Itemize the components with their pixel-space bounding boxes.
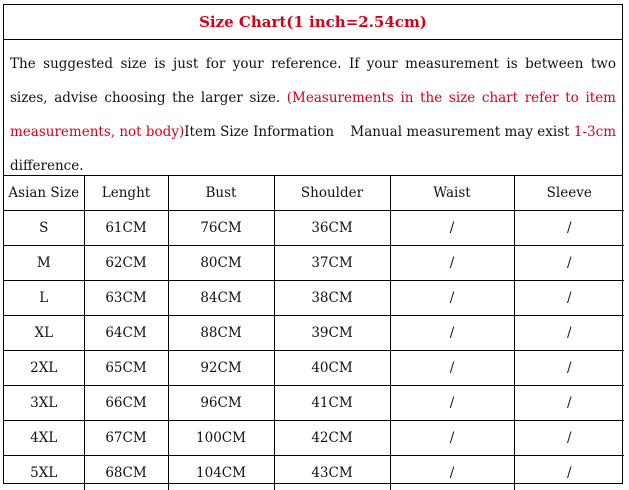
table-row: [4, 386, 624, 421]
note-measurement-warning: (Measurements in the size chart refer to item measurements, not body): [10, 90, 616, 140]
header-sleeve: Sleeve: [514, 176, 624, 211]
cell-bust: 88CM: [168, 316, 274, 351]
cell-bust: 92CM: [168, 351, 274, 386]
cell-waist: /: [390, 316, 514, 351]
cell-sleeve: /: [514, 421, 624, 456]
cell-sleeve: /: [514, 281, 624, 316]
cell-size: 2XL: [4, 351, 84, 386]
header-waist: Waist: [390, 176, 514, 211]
cell-shoulder: 37CM: [274, 246, 390, 281]
cell-sleeve: /: [514, 211, 624, 246]
table-row: [4, 456, 624, 490]
table-body: [4, 211, 624, 490]
cell-shoulder: 42CM: [274, 421, 390, 456]
size-chart: [3, 4, 623, 484]
cell-bust: 84CM: [168, 281, 274, 316]
cell-sleeve: /: [514, 316, 624, 351]
header-shoulder: Shoulder: [274, 176, 390, 211]
note-difference: difference.: [10, 158, 84, 174]
cell-size: L: [4, 281, 84, 316]
cell-size: M: [4, 246, 84, 281]
table-row: [4, 281, 624, 316]
note-text-1: The suggested size is just for your reference. If your measurement is between two sizes, advise choosing the larger size.: [10, 56, 616, 106]
cell-shoulder: 36CM: [274, 211, 390, 246]
cell-waist: /: [390, 421, 514, 456]
note-item-size-info: Item Size Information: [184, 124, 334, 140]
cell-length: 64CM: [84, 316, 168, 351]
table-row: [4, 351, 624, 386]
chart-title: Size Chart(1 inch=2.54cm): [4, 5, 622, 40]
cell-sleeve: /: [514, 246, 624, 281]
cell-bust: 96CM: [168, 386, 274, 421]
table-row: [4, 211, 624, 246]
cell-waist: /: [390, 351, 514, 386]
size-table: [4, 176, 624, 490]
note-error-range: 1-3cm: [574, 124, 616, 140]
cell-sleeve: /: [514, 351, 624, 386]
cell-waist: /: [390, 246, 514, 281]
cell-shoulder: 40CM: [274, 351, 390, 386]
cell-length: 62CM: [84, 246, 168, 281]
cell-sleeve: /: [514, 386, 624, 421]
cell-size: 3XL: [4, 386, 84, 421]
cell-shoulder: 39CM: [274, 316, 390, 351]
header-length: Lenght: [84, 176, 168, 211]
cell-waist: /: [390, 211, 514, 246]
cell-bust: 76CM: [168, 211, 274, 246]
cell-size: 4XL: [4, 421, 84, 456]
note-manual-measurement: Manual measurement may exist: [350, 124, 569, 140]
table-header-row: [4, 176, 624, 211]
cell-size: XL: [4, 316, 84, 351]
table-row: [4, 421, 624, 456]
cell-length: 68CM: [84, 456, 168, 490]
cell-bust: 104CM: [168, 456, 274, 490]
table-row: [4, 316, 624, 351]
cell-waist: /: [390, 386, 514, 421]
cell-bust: 80CM: [168, 246, 274, 281]
cell-size: 5XL: [4, 456, 84, 490]
cell-shoulder: 41CM: [274, 386, 390, 421]
header-asian-size: Asian Size: [4, 176, 84, 211]
cell-shoulder: 43CM: [274, 456, 390, 490]
cell-length: 66CM: [84, 386, 168, 421]
reference-note: [4, 40, 622, 176]
cell-size: S: [4, 211, 84, 246]
cell-sleeve: /: [514, 456, 624, 490]
cell-length: 65CM: [84, 351, 168, 386]
table-row: [4, 246, 624, 281]
cell-length: 61CM: [84, 211, 168, 246]
cell-length: 63CM: [84, 281, 168, 316]
cell-waist: /: [390, 281, 514, 316]
cell-bust: 100CM: [168, 421, 274, 456]
cell-length: 67CM: [84, 421, 168, 456]
cell-waist: /: [390, 456, 514, 490]
header-bust: Bust: [168, 176, 274, 211]
cell-shoulder: 38CM: [274, 281, 390, 316]
